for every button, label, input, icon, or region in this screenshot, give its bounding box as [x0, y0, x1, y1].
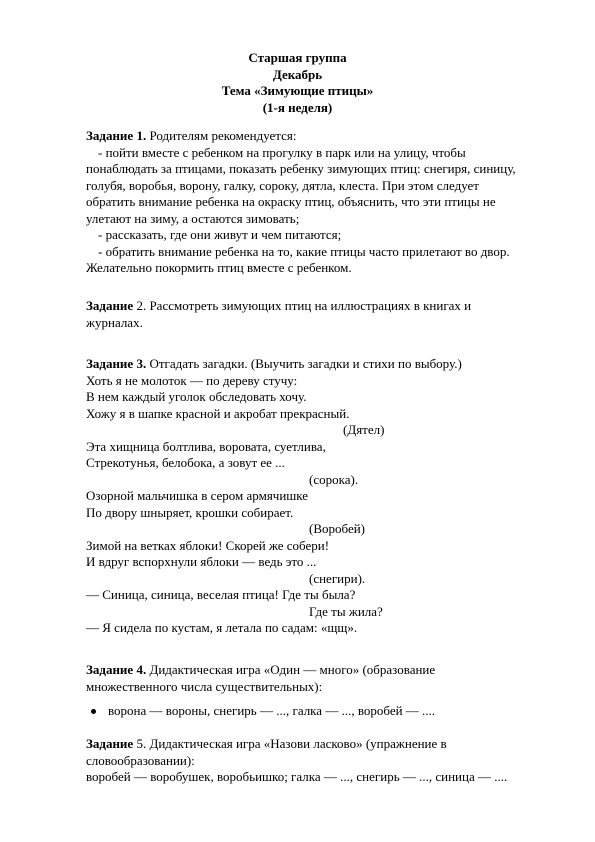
task-3-text: Отгадать загадки. (Выучить загадки и стихи по выбору.) — [146, 356, 462, 371]
task-4-text-cont: множественного числа существительных): — [86, 678, 323, 694]
bullet-text: ворона — вороны, снегирь — ..., галка — ..., воробей — .... — [108, 703, 436, 718]
riddle-line: В нем каждый уголок обследовать хочу. — [86, 389, 307, 404]
task-1-line: - обратить внимание ребенка на то, какие птицы часто прилетают во двор. — [98, 243, 510, 259]
task-3 — [86, 356, 546, 637]
riddle-answer: (снегири). — [309, 570, 366, 586]
task-4-label: Задание 4. — [86, 662, 147, 677]
week-title: (1-я неделя) — [262, 99, 333, 115]
month-title: Декабрь — [272, 66, 323, 82]
task-4 — [86, 662, 546, 720]
riddle-line: Эта хищница болтлива, воровата, суетлива, — [86, 438, 326, 454]
task-1-line: улетают на зиму, а остаются зимовать; — [86, 210, 300, 226]
document-heading — [0, 50, 595, 116]
riddle-line: Озорной мальчишка в сером армячишке — [86, 488, 309, 503]
task-4-text: Дидактическая игра «Один — много» (образование — [146, 662, 436, 677]
task-2-label: Задание — [86, 298, 134, 313]
poem-line: Где ты жила? — [309, 603, 383, 619]
task-1-line: - пойти вместе с ребенком на прогулку в парк или на улицу, чтобы — [98, 144, 466, 160]
riddle-line: И вдруг вспорхнули яблоки — ведь это ... — [86, 554, 317, 569]
topic-title: Тема «Зимующие птицы» — [221, 83, 374, 98]
task-1-line: понаблюдать за птицами, показать ребенку зимующих птиц: снегиря, синицу, — [86, 161, 516, 176]
group-title: Старшая группа — [248, 50, 347, 65]
task-1-label: Задание 1. — [86, 128, 147, 143]
poem-line: — Синица, синица, веселая птица! Где ты была? — [86, 587, 356, 602]
task-1-line: Желательно покормить птиц вместе с ребенком. — [86, 260, 352, 275]
bullet-icon — [91, 709, 96, 714]
list-item — [86, 703, 546, 720]
task-5-text-cont: словообразовании): — [86, 752, 195, 768]
riddle-line: По двору шныряет, крошки собирает. — [86, 504, 294, 520]
task-1-line: голубя, воробья, ворону, галку, сороку, дятла, клеста. При этом следует — [86, 177, 479, 193]
task-2-text: 2. Рассмотреть зимующих птиц на иллюстрациях в книгах и — [133, 298, 472, 313]
poem-line: — Я сидела по кустам, я летала по садам: «щщ». — [86, 620, 358, 635]
task-2-text-cont: журналах. — [86, 314, 143, 330]
task-1-intro: Родителям рекомендуется: — [146, 128, 297, 143]
task-1-line: обратить внимание ребенка на окраску птиц, объяснить, что эти птицы не — [86, 194, 496, 209]
riddle-line: Хоть я не молоток — по дереву стучу: — [86, 372, 298, 388]
riddle-line: Зимой на ветках яблоки! Скорей же собери! — [86, 537, 330, 553]
task-5-text: 5. Дидактическая игра «Назови ласково» (упражнение в — [133, 736, 447, 751]
task-1-line: - рассказать, где они живут и чем питаются; — [98, 227, 342, 242]
task-1 — [86, 128, 546, 277]
task-3-label: Задание 3. — [86, 356, 147, 371]
task-2 — [86, 298, 546, 331]
task-5-text-examples: воробей — воробушек, воробьишко; галка — ..., снегирь — ..., синица — .... — [86, 769, 508, 784]
task-5-label: Задание — [86, 736, 134, 751]
riddle-line: Стрекотунья, белобока, а зовут ее ... — [86, 455, 285, 470]
task-5 — [86, 736, 546, 786]
riddle-line: Хожу я в шапке красной и акробат прекрасный. — [86, 405, 350, 421]
riddle-answer: (сорока). — [309, 471, 359, 487]
riddle-answer: (Дятел) — [343, 422, 385, 437]
riddle-answer: (Воробей) — [309, 521, 365, 536]
